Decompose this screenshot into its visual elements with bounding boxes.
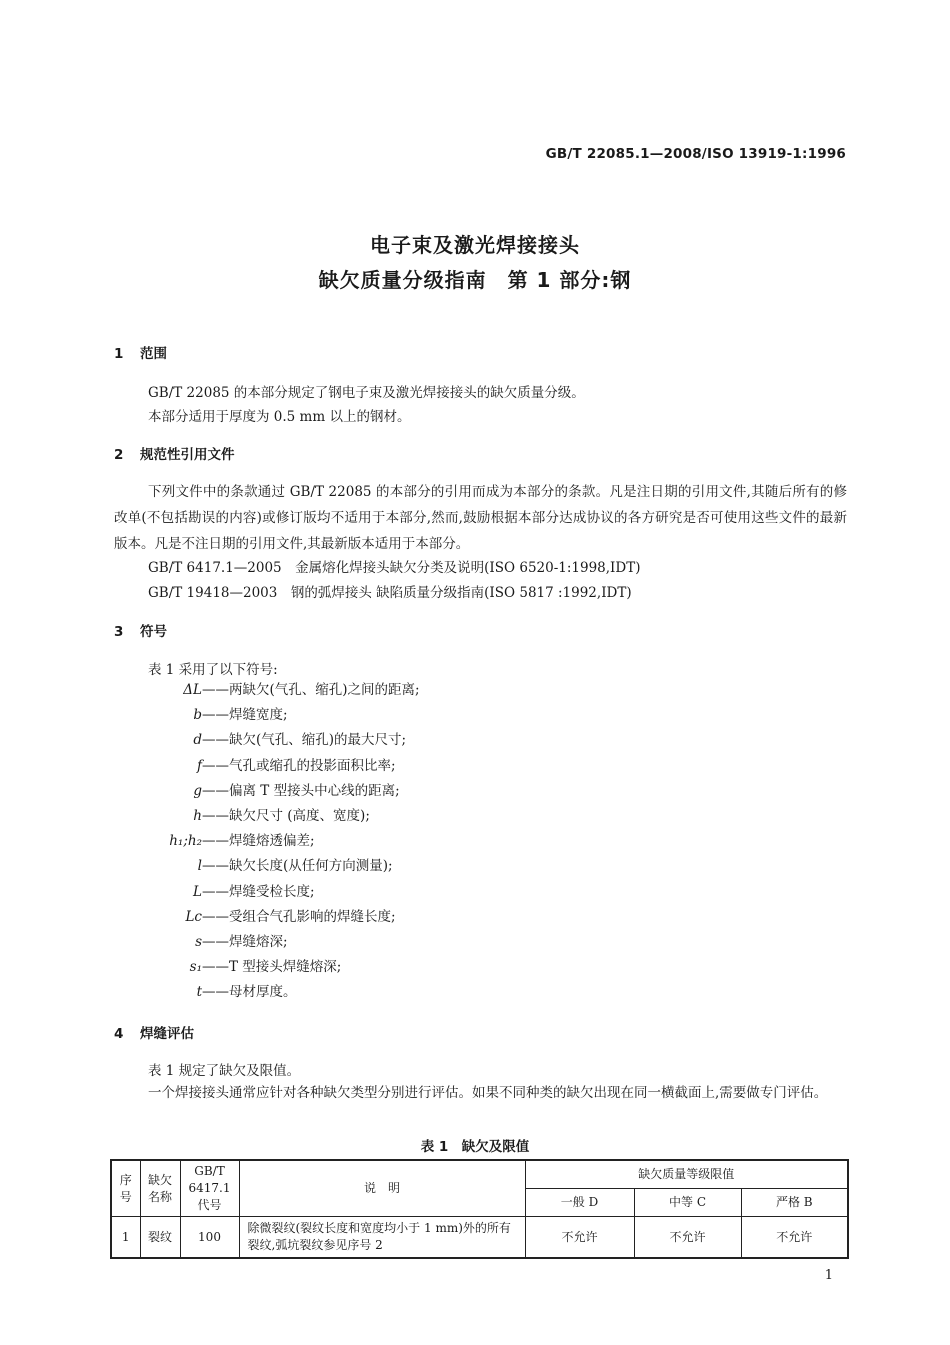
cell-level-b: 不允许 — [741, 1217, 848, 1259]
symbol-row — [100, 728, 750, 753]
standard-number: GB/T 22085.1—2008/ISO 13919-1:1996 — [545, 146, 846, 162]
symbol-description: ——两缺欠(气孔、缩孔)之间的距离; — [202, 682, 420, 698]
paragraph: 一个焊接接头通常应针对各种缺欠类型分别进行评估。如果不同种类的缺欠出现在同一横截面上,需要做专门评估。 — [148, 1085, 828, 1101]
symbol-description: ——焊缝熔深; — [202, 934, 288, 951]
section-title: 范围 — [140, 346, 167, 362]
title-line-1: 电子束及激光焊接接头 — [370, 233, 580, 257]
section-4-heading — [114, 1022, 194, 1042]
header-level-d: 一般 D — [525, 1189, 634, 1217]
symbol: d — [193, 732, 202, 749]
title-line-2: 缺欠质量分级指南 第 1 部分:钢 — [318, 268, 632, 292]
symbol-description: ——受组合气孔影响的焊缝长度; — [202, 908, 396, 925]
cell-level-c: 不允许 — [634, 1217, 741, 1259]
symbol-row — [100, 804, 750, 829]
symbol-row — [100, 754, 750, 779]
table-row — [111, 1217, 848, 1259]
symbol-row — [100, 955, 750, 980]
defect-table — [110, 1159, 849, 1259]
symbol-description: ——T 型接头焊缝熔深; — [202, 959, 342, 976]
symbol-description: ——气孔或缩孔的投影面积比率; — [202, 757, 396, 774]
symbol: f — [197, 757, 202, 774]
symbol: b — [193, 707, 202, 724]
reference-item: GB/T 6417.1—2005 金属熔化焊接头缺欠分类及说明(ISO 6520-1:1998,IDT) — [148, 560, 641, 576]
paragraph: 表 1 规定了缺欠及限值。 — [148, 1063, 301, 1079]
symbol-description: ——焊缝受检长度; — [202, 883, 315, 900]
section-2-heading — [114, 443, 235, 463]
symbol: Lc — [185, 908, 202, 925]
section-number: 4 — [114, 1026, 124, 1042]
header-name: 缺欠名称 — [140, 1160, 180, 1217]
cell-level-d: 不允许 — [525, 1217, 634, 1259]
paragraph: 本部分适用于厚度为 0.5 mm 以上的钢材。 — [148, 409, 411, 425]
symbol-description: ——焊缝熔透偏差; — [202, 833, 315, 850]
symbol: g — [193, 782, 202, 799]
header-desc: 说 明 — [239, 1160, 525, 1217]
section-number: 1 — [114, 346, 124, 362]
section-title: 焊缝评估 — [140, 1026, 194, 1042]
symbol: h — [193, 808, 202, 825]
page-number: 1 — [824, 1268, 833, 1283]
symbol-row — [100, 854, 750, 879]
section-title: 规范性引用文件 — [140, 447, 235, 463]
cell-desc: 除微裂纹(裂纹长度和宽度均小于 1 mm)外的所有裂纹,弧坑裂纹参见序号 2 — [239, 1217, 525, 1259]
section-title: 符号 — [140, 624, 167, 640]
symbol: L — [193, 883, 202, 900]
cell-code: 100 — [180, 1217, 239, 1259]
symbol-row — [100, 930, 750, 955]
symbol-row — [100, 678, 750, 703]
symbol-row — [100, 905, 750, 930]
symbol-description: ——缺欠长度(从任何方向测量); — [202, 858, 393, 875]
symbol-row — [100, 880, 750, 905]
paragraph: GB/T 22085 的本部分规定了钢电子束及激光焊接接头的缺欠质量分级。 — [148, 385, 585, 401]
symbol-description: ——偏离 T 型接头中心线的距离; — [202, 782, 400, 799]
symbol-description: ——缺欠尺寸 (高度、宽度); — [202, 808, 370, 825]
reference-item: GB/T 19418—2003 钢的弧焊接头 缺陷质量分级指南(ISO 5817 :1992,IDT) — [148, 585, 632, 601]
symbol-description: ——母材厚度。 — [202, 984, 297, 1001]
symbol-row — [100, 980, 750, 1005]
header-code: GB/T 6417.1 代号 — [180, 1160, 239, 1217]
symbol: s — [195, 934, 202, 951]
symbol: h₁;h₂ — [169, 833, 202, 850]
header-seq: 序号 — [111, 1160, 140, 1217]
symbol: s₁ — [189, 959, 202, 976]
section-number: 2 — [114, 447, 124, 463]
symbol-row — [100, 829, 750, 854]
table-header-row — [111, 1160, 848, 1189]
section-number: 3 — [114, 624, 124, 640]
paragraph: 下列文件中的条款通过 GB/T 22085 的本部分的引用而成为本部分的条款。凡是注日期的引用文件,其随后所有的修改单(不包括勘误的内容)或修订版均不适用于本部分,然而,鼓励根据本部分达成协议的各方研究是否可使用这些文件的最新版本。凡是不注日期的引用文件,其最新版本适用于本部分。 — [114, 484, 847, 552]
paragraph: 表 1 采用了以下符号: — [148, 662, 278, 678]
symbol-description: ——焊缝宽度; — [202, 707, 288, 724]
symbol-row — [100, 703, 750, 728]
symbol: l — [197, 858, 202, 875]
section-3-heading — [114, 620, 167, 640]
symbol-description: ——缺欠(气孔、缩孔)的最大尺寸; — [202, 732, 407, 749]
symbol: t — [196, 984, 202, 1001]
symbol-list — [100, 678, 750, 1006]
header-level-c: 中等 C — [634, 1189, 741, 1217]
section-1-heading — [114, 342, 167, 362]
header-level-b: 严格 B — [741, 1189, 848, 1217]
cell-seq: 1 — [111, 1217, 140, 1259]
symbol-row — [100, 779, 750, 804]
symbol: ΔL — [183, 682, 202, 698]
cell-name: 裂纹 — [140, 1217, 180, 1259]
header-limits: 缺欠质量等级限值 — [525, 1160, 848, 1189]
table-caption: 表 1 缺欠及限值 — [420, 1139, 530, 1155]
